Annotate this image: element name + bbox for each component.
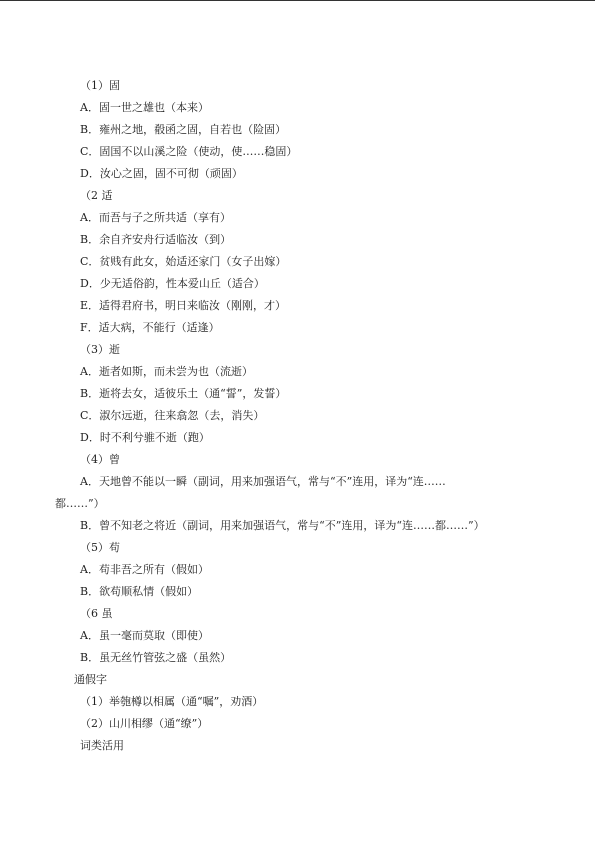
section-heading-gou: （5）苟 (80, 541, 120, 554)
list-item: B．逝将去女，适彼乐土（通“誓”，发誓） (80, 387, 287, 400)
list-item: A．苟非吾之所有（假如） (80, 563, 209, 576)
list-item: （2）山川相缪（通“缭”） (80, 717, 209, 730)
list-item: D．少无适俗韵，性本爱山丘（适合） (80, 277, 265, 290)
list-item: A．而吾与子之所共适（享有） (80, 211, 231, 224)
section-heading-tongjiazi: 通假字 (74, 673, 107, 686)
list-item: B．欲苟顺私情（假如） (80, 585, 199, 598)
list-item: C．淑尔远逝，往来翕忽（去，消失） (80, 409, 265, 422)
list-item: B．曾不知老之将近（副词，用来加强语气，常与“不”连用，译为“连……都……”） (80, 519, 485, 532)
list-item-continuation: 都……”） (55, 497, 105, 510)
list-item: C．贫贱有此女，始适还家门（女子出嫁） (80, 255, 287, 268)
list-item: F．适大病，不能行（适逢） (80, 321, 220, 334)
section-heading-cilei: 词类活用 (80, 739, 124, 752)
list-item: B．余自齐安舟行适临汝（到） (80, 233, 232, 246)
list-item: D．时不利兮骓不逝（跑） (80, 431, 210, 444)
section-heading-sui: （6 虽 (80, 607, 113, 620)
list-item: D．汝心之固，固不可彻（顽固） (80, 167, 243, 180)
section-heading-gu: （1）固 (80, 79, 120, 92)
section-heading-shi: （2 适 (80, 189, 113, 202)
list-item: C．固国不以山溪之险（使动，使……稳固） (80, 145, 298, 158)
list-item: A．虽一毫而莫取（即使） (80, 629, 209, 642)
list-item: B．雍州之地，殽函之固，自若也（险固） (80, 123, 287, 136)
list-item: B．虽无丝竹管弦之盛（虽然） (80, 651, 232, 664)
section-heading-shi2: （3）逝 (80, 343, 120, 356)
list-item: （1）举匏樽以相属（通“嘱”，劝酒） (80, 695, 264, 708)
list-item: A．固一世之雄也（本来） (80, 101, 209, 114)
list-item: E．适得君府书，明日来临汝（刚刚，才） (80, 299, 287, 312)
list-item: A．逝者如斯，而未尝为也（流逝） (80, 365, 253, 378)
section-heading-ceng: （4）曾 (80, 453, 120, 466)
list-item: A．天地曾不能以一瞬（副词，用来加强语气，常与“不”连用，译为“连…… (80, 475, 446, 488)
